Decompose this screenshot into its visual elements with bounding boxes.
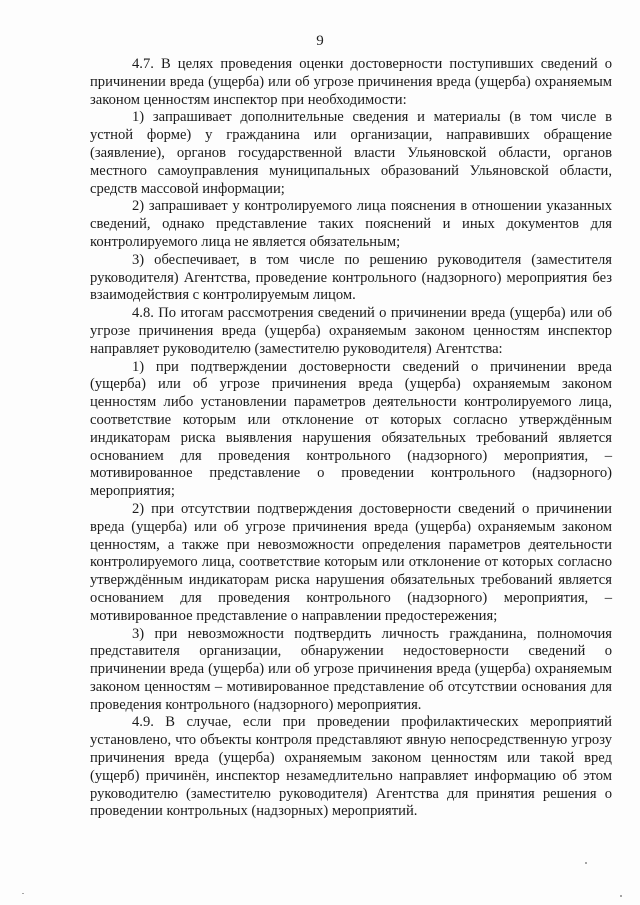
scan-speck [22,893,24,894]
scan-speck [585,862,587,864]
paragraph-4-8-item-1: 1) при подтверждении достоверности сведений о причинении вреда (ущерба) или об угрозе причинения вреда (ущерба) охраняемым законом ценностям либо установлении параметров деятельности контролируемого лица, соответствие которым или отклонение от которых согласно утверждённым индикаторам риска выявления нарушения обязательных требований является основанием для проведения контрольного (надзорного) мероприятия, – мотивированное представление о проведении контрольного (надзорного) мероприятия; [90,358,612,500]
paragraph-4-7-item-1: 1) запрашивает дополнительные сведения и материалы (в том числе в устной форме) у гражданина или организации, направивших обращение (заявление), органов государственной власти Ульяновской области, органов местного самоуправления муниципальных образований Ульяновской области, средств массовой информации; [90,109,612,197]
paragraph-4-9: 4.9. В случае, если при проведении профилактических мероприятий установлено, что объекты контроля представляют явную непосредственную угрозу причинения вреда (ущерба) охраняемым законом ценностям или такой вред (ущерб) причинён, инспектор незамедлительно направляет информацию об этом руководителю (заместителю руководителя) Агентства для принятия решения о проведении контрольных (надзорных) мероприятий. [90,714,612,820]
document-body [90,56,612,821]
page-number: 9 [316,33,324,49]
paragraph-4-7: 4.7. В целях проведения оценки достоверности поступивших сведений о причинении вреда (ущерба) или об угрозе причинения вреда (ущерба) охраняемым законом ценностям инспектор при необходимости: [90,56,612,108]
paragraph-4-8: 4.8. По итогам рассмотрения сведений о причинении вреда (ущерба) или об угрозе причинения вреда (ущерба) охраняемым законом ценностям инспектор направляет руководителю (заместителю руководителя) Агентства: [90,305,612,357]
paragraph-4-8-item-2: 2) при отсутствии подтверждения достоверности сведений о причинении вреда (ущерба) или об угрозе причинения вреда (ущерба) охраняемым законом ценностям, а также при невозможности определения параметров деятельности контролируемого лица, соответствие которым или отклонение от которых согласно утверждённым индикаторам риска нарушения обязательных требований является основанием для проведения контрольного (надзорного) мероприятия, – мотивированное представление о направлении предостережения; [90,500,612,624]
paragraph-4-7-item-3: 3) обеспечивает, в том числе по решению руководителя (заместителя руководителя) Агентства, проведение контрольного (надзорного) мероприятия без взаимодействия с контролируемым лицом. [90,251,612,304]
scan-speck [620,895,622,897]
paragraph-4-8-item-3: 3) при невозможности подтвердить личность гражданина, полномочия представителя организации, обнаружении недостоверности сведений о причинении вреда (ущерба) или об угрозе причинения вреда (ущерба) охраняемым законом ценностям – мотивированное представление об отсутствии основания для проведения контрольного (надзорного) мероприятия. [90,625,612,713]
paragraph-4-7-item-2: 2) запрашивает у контролируемого лица пояснения в отношении указанных сведений, однако представление таких пояснений и иных документов для контролируемого лица не является обязательным; [90,198,612,250]
